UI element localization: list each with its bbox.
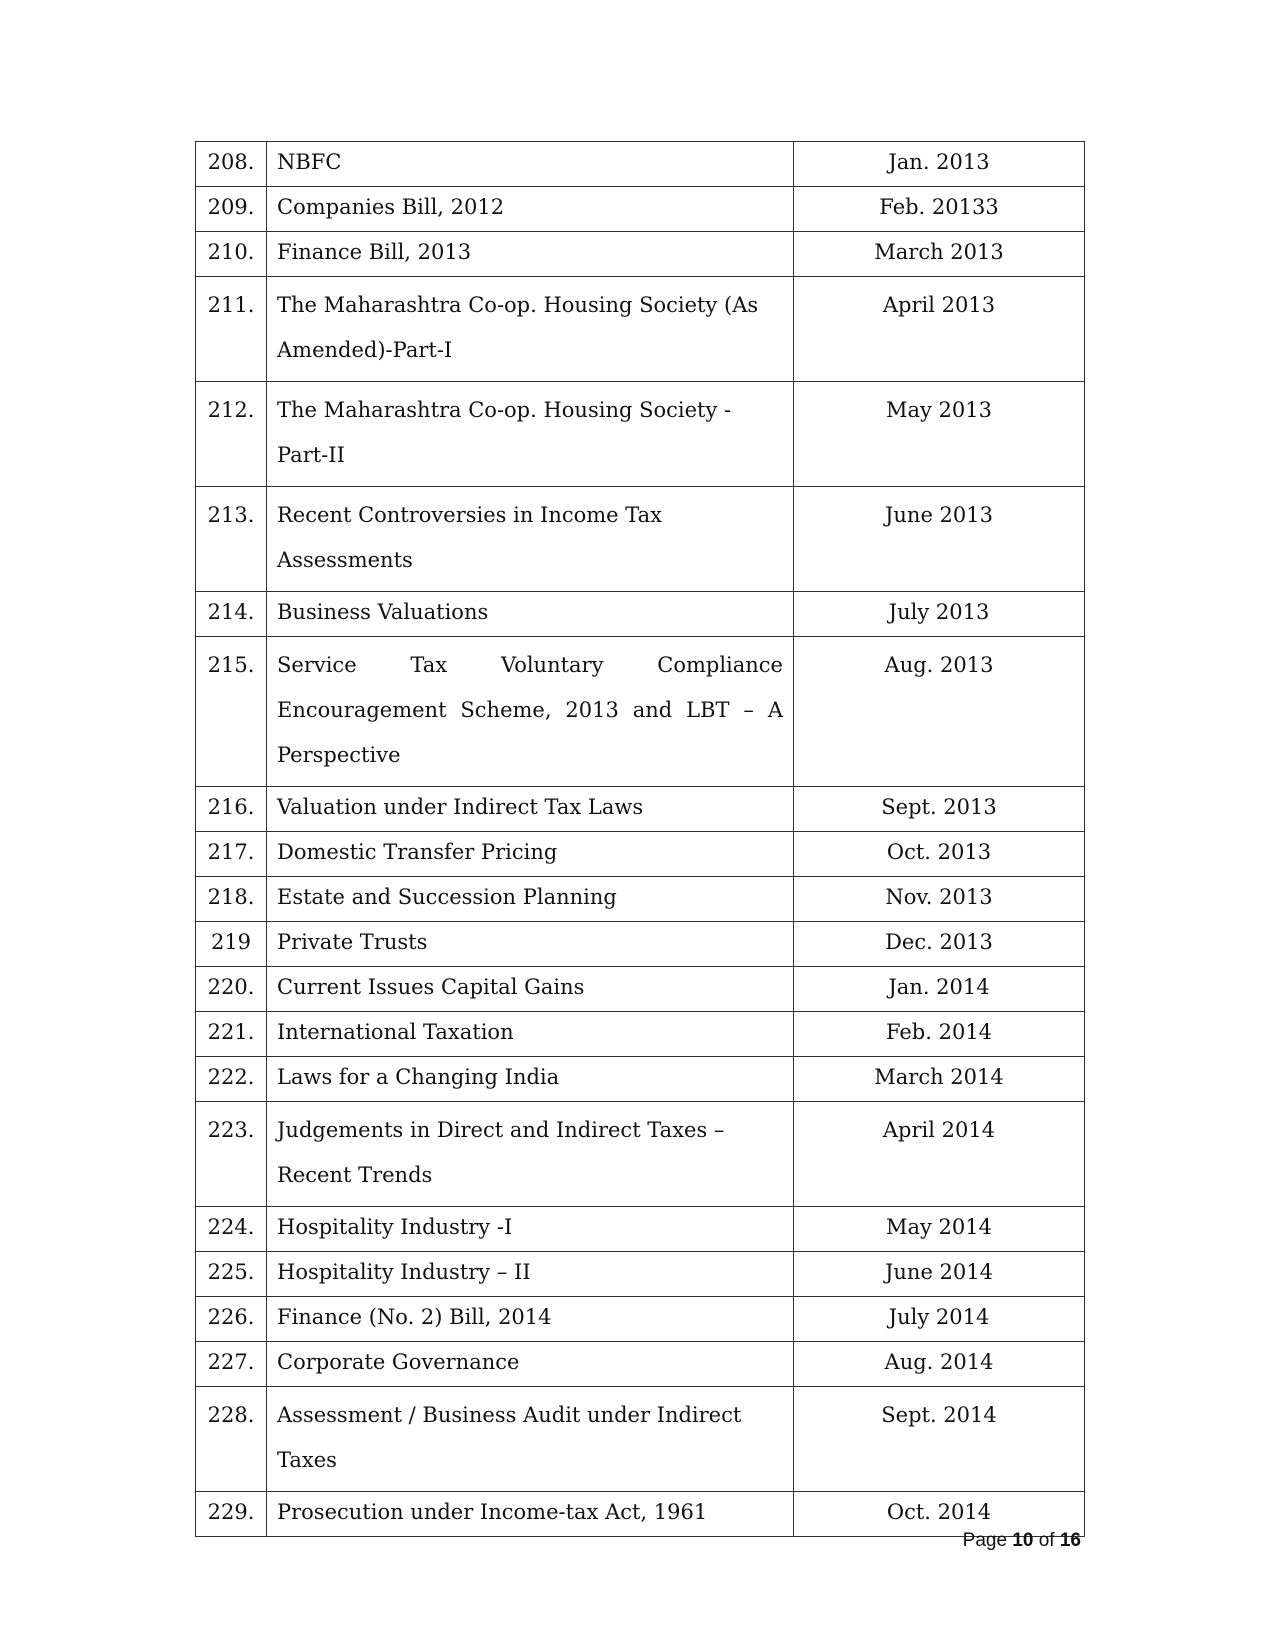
row-number: 218. — [196, 877, 267, 922]
table-row — [196, 877, 1085, 922]
row-topic: Recent Controversies in Income Tax Assessments — [267, 487, 794, 592]
row-number: 215. — [196, 637, 267, 787]
page-prefix: Page — [962, 1530, 1008, 1551]
row-number: 222. — [196, 1057, 267, 1102]
row-topic: Service Tax Voluntary Compliance Encouragement Scheme, 2013 and LBT – A Perspective — [267, 637, 794, 787]
row-date: Jan. 2013 — [794, 142, 1085, 187]
row-date: Jan. 2014 — [794, 967, 1085, 1012]
row-date: Feb. 20133 — [794, 187, 1085, 232]
table-row — [196, 637, 1085, 787]
table-row — [196, 967, 1085, 1012]
row-number: 211. — [196, 277, 267, 382]
row-topic: Finance Bill, 2013 — [267, 232, 794, 277]
row-topic: Companies Bill, 2012 — [267, 187, 794, 232]
table-row — [196, 1207, 1085, 1252]
row-date: Dec. 2013 — [794, 922, 1085, 967]
row-topic: Corporate Governance — [267, 1342, 794, 1387]
row-date: Nov. 2013 — [794, 877, 1085, 922]
row-number: 220. — [196, 967, 267, 1012]
row-topic: The Maharashtra Co-op. Housing Society (As Amended)-Part-I — [267, 277, 794, 382]
row-date: May 2014 — [794, 1207, 1085, 1252]
row-topic: Hospitality Industry -I — [267, 1207, 794, 1252]
row-topic: The Maharashtra Co-op. Housing Society - Part-II — [267, 382, 794, 487]
row-number: 221. — [196, 1012, 267, 1057]
page-footer — [963, 1530, 1081, 1552]
row-number: 225. — [196, 1252, 267, 1297]
row-topic: Domestic Transfer Pricing — [267, 832, 794, 877]
row-number: 227. — [196, 1342, 267, 1387]
row-date: Aug. 2013 — [794, 637, 1085, 787]
table-row — [196, 1012, 1085, 1057]
table-row — [196, 1102, 1085, 1207]
row-number: 226. — [196, 1297, 267, 1342]
row-number: 224. — [196, 1207, 267, 1252]
row-topic: Business Valuations — [267, 592, 794, 637]
current-page-number: 10 — [1012, 1530, 1034, 1551]
table-row — [196, 592, 1085, 637]
row-topic: Prosecution under Income-tax Act, 1961 — [267, 1492, 794, 1537]
row-topic: Judgements in Direct and Indirect Taxes – Recent Trends — [267, 1102, 794, 1207]
table-row — [196, 1297, 1085, 1342]
row-date: Oct. 2013 — [794, 832, 1085, 877]
row-number: 212. — [196, 382, 267, 487]
row-topic: Assessment / Business Audit under Indirect Taxes — [267, 1387, 794, 1492]
row-date: June 2014 — [794, 1252, 1085, 1297]
table-row — [196, 232, 1085, 277]
page-of-label: of — [1038, 1530, 1055, 1551]
table-row — [196, 832, 1085, 877]
row-date: Oct. 2014 — [794, 1492, 1085, 1537]
table-row — [196, 1387, 1085, 1492]
table-row — [196, 277, 1085, 382]
row-number: 214. — [196, 592, 267, 637]
row-number: 216. — [196, 787, 267, 832]
table-row — [196, 1252, 1085, 1297]
row-topic: Private Trusts — [267, 922, 794, 967]
row-date: June 2013 — [794, 487, 1085, 592]
row-topic: Valuation under Indirect Tax Laws — [267, 787, 794, 832]
row-date: July 2013 — [794, 592, 1085, 637]
row-topic: Estate and Succession Planning — [267, 877, 794, 922]
row-topic: Hospitality Industry – II — [267, 1252, 794, 1297]
row-date: Aug. 2014 — [794, 1342, 1085, 1387]
table-row — [196, 922, 1085, 967]
row-date: Sept. 2014 — [794, 1387, 1085, 1492]
row-number: 209. — [196, 187, 267, 232]
row-number: 213. — [196, 487, 267, 592]
row-date: March 2013 — [794, 232, 1085, 277]
row-topic: NBFC — [267, 142, 794, 187]
row-topic: Laws for a Changing India — [267, 1057, 794, 1102]
row-topic: International Taxation — [267, 1012, 794, 1057]
table-row — [196, 787, 1085, 832]
table-row — [196, 142, 1085, 187]
row-date: Sept. 2013 — [794, 787, 1085, 832]
table-row — [196, 487, 1085, 592]
row-number: 223. — [196, 1102, 267, 1207]
table-row — [196, 1492, 1085, 1537]
row-date: July 2014 — [794, 1297, 1085, 1342]
row-number: 229. — [196, 1492, 267, 1537]
row-date: April 2014 — [794, 1102, 1085, 1207]
row-topic: Current Issues Capital Gains — [267, 967, 794, 1012]
row-number: 217. — [196, 832, 267, 877]
publications-table — [195, 141, 1085, 1537]
row-number: 219 — [196, 922, 267, 967]
table-row — [196, 1057, 1085, 1102]
table-row — [196, 1342, 1085, 1387]
table-row — [196, 382, 1085, 487]
total-pages-number: 16 — [1059, 1530, 1081, 1551]
row-number: 208. — [196, 142, 267, 187]
row-number: 210. — [196, 232, 267, 277]
row-date: March 2014 — [794, 1057, 1085, 1102]
row-date: April 2013 — [794, 277, 1085, 382]
row-topic: Finance (No. 2) Bill, 2014 — [267, 1297, 794, 1342]
row-date: Feb. 2014 — [794, 1012, 1085, 1057]
table-row — [196, 187, 1085, 232]
row-number: 228. — [196, 1387, 267, 1492]
row-date: May 2013 — [794, 382, 1085, 487]
